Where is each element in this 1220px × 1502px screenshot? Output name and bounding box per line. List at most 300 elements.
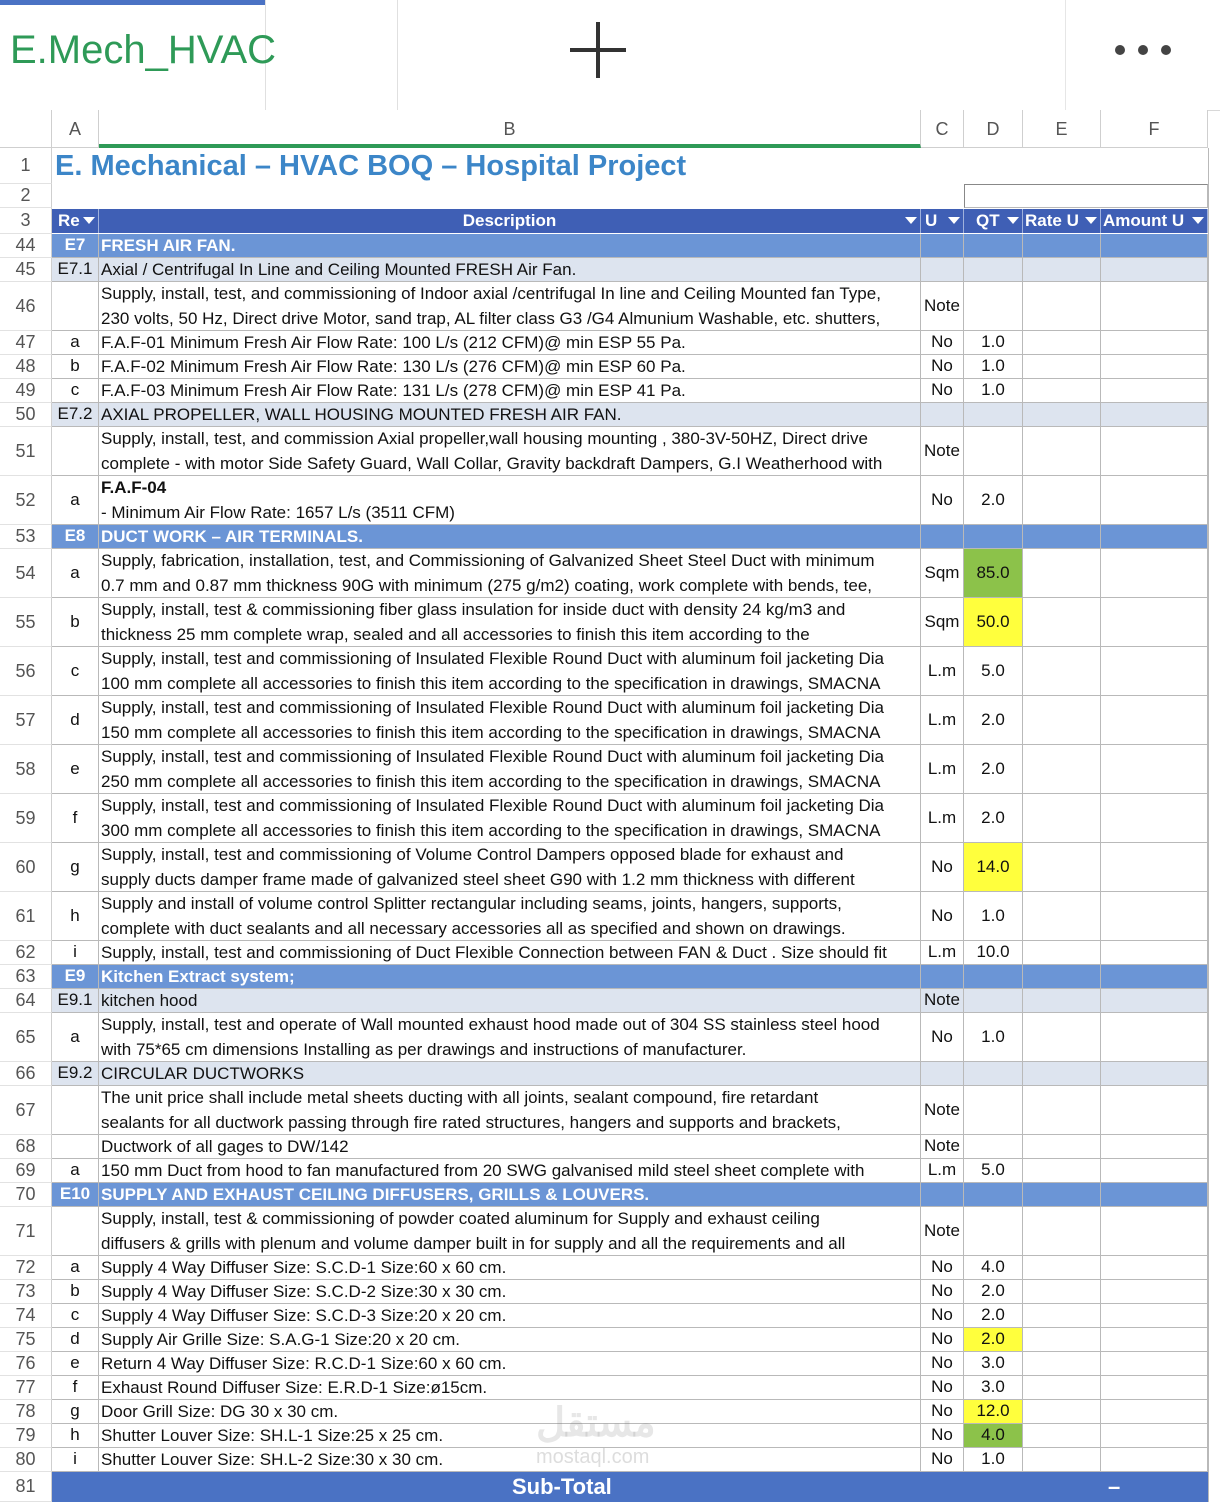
cell-amount[interactable] (1101, 647, 1208, 696)
cell-qty[interactable]: 1.0 (964, 1013, 1023, 1062)
cell-amount[interactable] (1101, 794, 1208, 843)
cell-ref[interactable]: E9 (52, 965, 99, 989)
row-number[interactable]: 1 (0, 148, 52, 184)
cell-amount[interactable] (1101, 476, 1208, 525)
cell-rate[interactable] (1023, 1256, 1101, 1280)
cell-rate[interactable] (1023, 258, 1101, 282)
description-line: F.A.F-04 (101, 478, 167, 497)
cell-unit[interactable]: L.m (921, 647, 964, 696)
row-number[interactable]: 74 (0, 1304, 52, 1328)
cell-description[interactable]: Door Grill Size: DG 30 x 30 cm. (99, 1400, 921, 1424)
cell-rate[interactable] (1023, 549, 1101, 598)
subtotal-row[interactable] (52, 1472, 1208, 1502)
column-header-f[interactable]: F (1101, 110, 1208, 148)
cell-description[interactable] (99, 647, 921, 696)
cell-description[interactable]: F.A.F-02 Minimum Fresh Air Flow Rate: 130 L/s (276 CFM)@ min ESP 60 Pa. (99, 355, 921, 379)
cell-description[interactable]: 150 mm Duct from hood to fan manufactured from 20 SWG galvanised mild steel sheet complete with (99, 1159, 921, 1183)
cell-ref[interactable]: E7.2 (52, 403, 99, 427)
cell-rate[interactable] (1023, 1376, 1101, 1400)
cell-unit[interactable]: L.m (921, 745, 964, 794)
row-number[interactable]: 51 (0, 427, 52, 476)
cell-qty[interactable]: 14.0 (964, 843, 1023, 892)
cell-unit[interactable]: L.m (921, 1159, 964, 1183)
cell-ref[interactable] (52, 1207, 99, 1256)
cell-qty[interactable]: 3.0 (964, 1376, 1023, 1400)
cell-ref[interactable]: d (52, 1328, 99, 1352)
cell-unit[interactable]: Note (921, 282, 964, 331)
cell-description[interactable]: DUCT WORK – AIR TERMINALS. (99, 525, 921, 549)
cell-rate[interactable] (1023, 379, 1101, 403)
cell-qty[interactable] (964, 1086, 1023, 1135)
header-rate[interactable] (1023, 209, 1101, 233)
cell-unit[interactable]: No (921, 1448, 964, 1472)
cell-description[interactable]: F.A.F-01 Minimum Fresh Air Flow Rate: 100 L/s (212 CFM)@ min ESP 55 Pa. (99, 331, 921, 355)
cell-rate[interactable] (1023, 941, 1101, 965)
cell-description[interactable]: Axial / Centrifugal In Line and Ceiling Mounted FRESH Air Fan. (99, 258, 921, 282)
row-number[interactable]: 63 (0, 965, 52, 989)
cell-ref[interactable]: g (52, 843, 99, 892)
cell-qty[interactable] (964, 258, 1023, 282)
cell-unit[interactable]: No (921, 355, 964, 379)
cell-ref[interactable]: e (52, 1352, 99, 1376)
row-number[interactable]: 47 (0, 331, 52, 355)
cell-qty[interactable] (964, 282, 1023, 331)
description-line: 300 mm complete all accessories to finish this item according to the specification in drawings, SMACNA (101, 820, 881, 840)
sheet-tab-active[interactable] (0, 0, 277, 110)
cell-rate[interactable] (1023, 355, 1101, 379)
cell-qty[interactable]: 3.0 (964, 1352, 1023, 1376)
cell-amount[interactable] (1101, 549, 1208, 598)
cell-amount[interactable] (1101, 696, 1208, 745)
cell-amount[interactable] (1101, 1135, 1208, 1159)
cell-description[interactable] (99, 696, 921, 745)
cell-unit[interactable]: L.m (921, 941, 964, 965)
cell-amount[interactable] (1101, 843, 1208, 892)
cell-rate[interactable] (1023, 282, 1101, 331)
cell-unit[interactable]: No (921, 379, 964, 403)
cell-unit[interactable]: No (921, 1352, 964, 1376)
cell-rate[interactable] (1023, 1328, 1101, 1352)
grid-right-border (1208, 148, 1209, 1502)
row-number[interactable]: 69 (0, 1159, 52, 1183)
cell-unit[interactable]: No (921, 476, 964, 525)
cell-amount[interactable] (1101, 1424, 1208, 1448)
cell-description[interactable]: FRESH AIR FAN. (99, 234, 921, 258)
header-description[interactable] (99, 209, 921, 233)
cell-unit[interactable]: L.m (921, 696, 964, 745)
cell-unit[interactable] (921, 965, 964, 989)
cell-qty[interactable] (964, 965, 1023, 989)
cell-unit[interactable]: No (921, 1256, 964, 1280)
app-toolbar (0, 0, 1220, 111)
cell-qty[interactable]: 5.0 (964, 1159, 1023, 1183)
cell-ref[interactable]: h (52, 892, 99, 941)
cell-rate[interactable] (1023, 598, 1101, 647)
cell-ref[interactable]: E9.1 (52, 989, 99, 1013)
cell-qty[interactable]: 5.0 (964, 647, 1023, 696)
cell-rate[interactable] (1023, 1086, 1101, 1135)
cell-description[interactable] (99, 745, 921, 794)
cell-description[interactable]: Supply Air Grille Size: S.A.G-1 Size:20 x 20 cm. (99, 1328, 921, 1352)
row-number[interactable]: 81 (0, 1472, 52, 1502)
more-options-button[interactable] (1065, 0, 1220, 110)
cell-unit[interactable] (921, 1062, 964, 1086)
row-number[interactable]: 52 (0, 476, 52, 525)
description-line: Supply, install, test & commissioning fiber glass insulation for inside duct with density 24 kg/m3 and (101, 600, 846, 619)
cell-description[interactable] (99, 843, 921, 892)
cell-amount[interactable] (1101, 1013, 1208, 1062)
column-header-d[interactable]: D (964, 110, 1023, 148)
row-number[interactable]: 79 (0, 1424, 52, 1448)
cell-rate[interactable] (1023, 965, 1101, 989)
cell-qty[interactable]: 1.0 (964, 379, 1023, 403)
cell-description[interactable]: AXIAL PROPELLER, WALL HOUSING MOUNTED FRESH AIR FAN. (99, 403, 921, 427)
cell-qty[interactable]: 12.0 (964, 1400, 1023, 1424)
cell-description[interactable]: F.A.F-03 Minimum Fresh Air Flow Rate: 131 L/s (278 CFM)@ min ESP 41 Pa. (99, 379, 921, 403)
cell-amount[interactable] (1101, 1086, 1208, 1135)
description-line: Supply and install of volume control Splitter rectangular including seams, joints, hangers, supports, (101, 894, 842, 913)
description-line: with 75*65 cm dimensions Installing as per drawings and instructions of manufacturer. (101, 1039, 747, 1059)
cell-description[interactable]: CIRCULAR DUCTWORKS (99, 1062, 921, 1086)
cell-ref[interactable]: g (52, 1400, 99, 1424)
cell-qty[interactable] (964, 1183, 1023, 1207)
cell-description[interactable]: Supply, install, test and commissioning of Duct Flexible Connection between FAN & Duct . Size should fit (99, 941, 921, 965)
column-header-a[interactable]: A (52, 110, 99, 148)
row-number[interactable]: 80 (0, 1448, 52, 1472)
column-header-e[interactable]: E (1023, 110, 1101, 148)
cell-ref[interactable]: f (52, 794, 99, 843)
cell-qty[interactable]: 2.0 (964, 1280, 1023, 1304)
cell-amount[interactable] (1101, 989, 1208, 1013)
row-number[interactable]: 53 (0, 525, 52, 549)
row-number[interactable]: 57 (0, 696, 52, 745)
header-amount[interactable] (1101, 209, 1208, 233)
cell-rate[interactable] (1023, 1424, 1101, 1448)
cell-qty[interactable]: 2.0 (964, 1304, 1023, 1328)
cell-unit[interactable]: No (921, 1304, 964, 1328)
cell-ref[interactable]: b (52, 598, 99, 647)
cell-amount[interactable] (1101, 355, 1208, 379)
row-number[interactable]: 76 (0, 1352, 52, 1376)
cell-unit[interactable]: No (921, 843, 964, 892)
cell-qty[interactable] (964, 403, 1023, 427)
cell-unit[interactable]: No (921, 1376, 964, 1400)
cell-ref[interactable]: a (52, 476, 99, 525)
cell-rate[interactable] (1023, 1159, 1101, 1183)
cell-unit[interactable]: Sqm (921, 598, 964, 647)
cell-description[interactable] (99, 282, 921, 331)
cell-amount[interactable] (1101, 1183, 1208, 1207)
cell-rate[interactable] (1023, 647, 1101, 696)
cell-ref[interactable] (52, 1086, 99, 1135)
row-number[interactable]: 67 (0, 1086, 52, 1135)
cell-ref[interactable]: a (52, 331, 99, 355)
cell-amount[interactable] (1101, 892, 1208, 941)
description-line: complete with duct sealants and all necessary accessories all as specified and shown on drawings. (101, 918, 846, 938)
cell-qty[interactable]: 10.0 (964, 941, 1023, 965)
cell-qty[interactable] (964, 234, 1023, 258)
cell-ref[interactable]: f (52, 1376, 99, 1400)
row-number[interactable]: 72 (0, 1256, 52, 1280)
header-qty[interactable] (964, 209, 1023, 233)
cell-amount[interactable] (1101, 282, 1208, 331)
cell-unit[interactable]: Note (921, 1135, 964, 1159)
row-number[interactable]: 59 (0, 794, 52, 843)
row-number[interactable]: 45 (0, 258, 52, 282)
cell-unit[interactable] (921, 403, 964, 427)
cell-description[interactable] (99, 549, 921, 598)
cell-qty[interactable]: 1.0 (964, 892, 1023, 941)
row-number[interactable]: 71 (0, 1207, 52, 1256)
cell-rate[interactable] (1023, 696, 1101, 745)
row-number[interactable]: 60 (0, 843, 52, 892)
cell-ref[interactable]: i (52, 941, 99, 965)
row-number[interactable]: 49 (0, 379, 52, 403)
cell-qty[interactable]: 2.0 (964, 696, 1023, 745)
cell-unit[interactable]: Note (921, 427, 964, 476)
cell-description[interactable] (99, 1013, 921, 1062)
cell-qty[interactable]: 2.0 (964, 794, 1023, 843)
cell-qty[interactable] (964, 427, 1023, 476)
sheet-title[interactable]: E. Mechanical – HVAC BOQ – Hospital Project (55, 150, 687, 182)
cell-description[interactable] (99, 794, 921, 843)
cell-rate[interactable] (1023, 1280, 1101, 1304)
header-description-label: Description (462, 211, 557, 230)
cell-description[interactable] (99, 1086, 921, 1135)
row-number[interactable]: 66 (0, 1062, 52, 1086)
cell-rate[interactable] (1023, 1352, 1101, 1376)
cell-unit[interactable]: No (921, 331, 964, 355)
cell-ref[interactable]: i (52, 1448, 99, 1472)
cell-description[interactable] (99, 1207, 921, 1256)
cell-description[interactable]: Supply 4 Way Diffuser Size: S.C.D-1 Size:60 x 60 cm. (99, 1256, 921, 1280)
select-all-corner[interactable] (0, 110, 52, 148)
row-number[interactable]: 3 (0, 208, 52, 234)
filter-dropdown-icon[interactable] (905, 217, 917, 224)
cell-ref[interactable]: E10 (52, 1183, 99, 1207)
cell-unit[interactable]: No (921, 1280, 964, 1304)
row-number[interactable]: 50 (0, 403, 52, 427)
cell-rate[interactable] (1023, 1304, 1101, 1328)
cell-rate[interactable] (1023, 1400, 1101, 1424)
column-header-c[interactable]: C (921, 110, 964, 148)
cell-rate[interactable] (1023, 1013, 1101, 1062)
cell-ref[interactable]: h (52, 1424, 99, 1448)
cell-qty[interactable] (964, 525, 1023, 549)
cell-rate[interactable] (1023, 234, 1101, 258)
plus-icon-vertical (596, 22, 600, 78)
cell-rate[interactable] (1023, 1135, 1101, 1159)
column-header-b[interactable]: B (99, 110, 921, 148)
row-number[interactable]: 46 (0, 282, 52, 331)
cell-description[interactable] (99, 598, 921, 647)
cell-description[interactable]: Shutter Louver Size: SH.L-2 Size:30 x 30 cm. (99, 1448, 921, 1472)
cell-description[interactable]: Supply 4 Way Diffuser Size: S.C.D-3 Size:20 x 20 cm. (99, 1304, 921, 1328)
cell-rate[interactable] (1023, 403, 1101, 427)
cell-unit[interactable]: L.m (921, 794, 964, 843)
cell-rate[interactable] (1023, 331, 1101, 355)
cell-unit[interactable]: Note (921, 1207, 964, 1256)
row-number[interactable]: 44 (0, 234, 52, 258)
cell-amount[interactable] (1101, 331, 1208, 355)
cell-description[interactable]: Exhaust Round Diffuser Size: E.R.D-1 Size:ø15cm. (99, 1376, 921, 1400)
cell-ref[interactable]: d (52, 696, 99, 745)
cell-ref[interactable]: a (52, 1159, 99, 1183)
cell-ref[interactable]: E7 (52, 234, 99, 258)
cell-ref[interactable]: b (52, 1280, 99, 1304)
cell-description[interactable] (99, 892, 921, 941)
row-number[interactable]: 58 (0, 745, 52, 794)
cell-amount[interactable] (1101, 1256, 1208, 1280)
cell-amount[interactable] (1101, 1159, 1208, 1183)
cell-description[interactable] (99, 476, 921, 525)
cell-unit[interactable]: No (921, 892, 964, 941)
row-number[interactable]: 2 (0, 184, 52, 208)
cell-amount[interactable] (1101, 941, 1208, 965)
cell-description[interactable]: Kitchen Extract system; (99, 965, 921, 989)
cell-amount[interactable] (1101, 1352, 1208, 1376)
cell-amount[interactable] (1101, 379, 1208, 403)
row-number[interactable]: 56 (0, 647, 52, 696)
filter-dropdown-icon[interactable] (1085, 217, 1097, 224)
cell-rate[interactable] (1023, 476, 1101, 525)
cell-ref[interactable]: a (52, 549, 99, 598)
cell-amount[interactable] (1101, 403, 1208, 427)
cell-amount[interactable] (1101, 1448, 1208, 1472)
cell-unit[interactable]: No (921, 1400, 964, 1424)
cell-ref[interactable]: b (52, 355, 99, 379)
cell-rate[interactable] (1023, 989, 1101, 1013)
row-number[interactable]: 77 (0, 1376, 52, 1400)
cell-amount[interactable] (1101, 745, 1208, 794)
filter-dropdown-icon[interactable] (83, 217, 95, 224)
cell-unit[interactable]: No (921, 1424, 964, 1448)
cell-unit[interactable] (921, 234, 964, 258)
cell-amount[interactable] (1101, 1400, 1208, 1424)
row-number[interactable]: 48 (0, 355, 52, 379)
description-line: The unit price shall include metal sheets ducting with all joints, sealant compound, fire retardant (101, 1088, 819, 1107)
row-number[interactable]: 65 (0, 1013, 52, 1062)
cell-qty[interactable]: 4.0 (964, 1256, 1023, 1280)
cell-amount[interactable] (1101, 525, 1208, 549)
cell-rate[interactable] (1023, 892, 1101, 941)
cell-ref[interactable]: E9.2 (52, 1062, 99, 1086)
cell-unit[interactable] (921, 1183, 964, 1207)
cell-amount[interactable] (1101, 1280, 1208, 1304)
cell-qty[interactable] (964, 1062, 1023, 1086)
cell-ref[interactable]: c (52, 379, 99, 403)
cell-ref[interactable]: a (52, 1013, 99, 1062)
cell-ref[interactable]: E8 (52, 525, 99, 549)
cell-ref[interactable]: E7.1 (52, 258, 99, 282)
cell-amount[interactable] (1101, 598, 1208, 647)
row-number[interactable]: 73 (0, 1280, 52, 1304)
cell-rate[interactable] (1023, 1183, 1101, 1207)
cell-description[interactable]: Shutter Louver Size: SH.L-1 Size:25 x 25 cm. (99, 1424, 921, 1448)
cell-rate[interactable] (1023, 1448, 1101, 1472)
cell-rate[interactable] (1023, 1062, 1101, 1086)
cell-rate[interactable] (1023, 843, 1101, 892)
cell-qty[interactable]: 1.0 (964, 355, 1023, 379)
cell-qty[interactable]: 50.0 (964, 598, 1023, 647)
row-number[interactable]: 78 (0, 1400, 52, 1424)
header-ref[interactable] (52, 209, 99, 233)
cell-qty[interactable] (964, 989, 1023, 1013)
cell-rate[interactable] (1023, 1207, 1101, 1256)
cell-qty[interactable]: 4.0 (964, 1424, 1023, 1448)
cell-unit[interactable]: No (921, 1013, 964, 1062)
cell-description[interactable]: Supply 4 Way Diffuser Size: S.C.D-2 Size:30 x 30 cm. (99, 1280, 921, 1304)
row-number[interactable]: 70 (0, 1183, 52, 1207)
cell-amount[interactable] (1101, 1304, 1208, 1328)
cell-ref[interactable]: c (52, 647, 99, 696)
cell-qty[interactable]: 2.0 (964, 745, 1023, 794)
cell-unit[interactable] (921, 258, 964, 282)
cell-amount[interactable] (1101, 1376, 1208, 1400)
cell-rate[interactable] (1023, 745, 1101, 794)
cell-rate[interactable] (1023, 794, 1101, 843)
cell-description[interactable]: SUPPLY AND EXHAUST CEILING DIFFUSERS, GRILLS & LOUVERS. (99, 1183, 921, 1207)
cell-amount[interactable] (1101, 234, 1208, 258)
add-sheet-button[interactable] (266, 0, 398, 110)
cell-qty[interactable] (964, 1207, 1023, 1256)
row-number[interactable]: 54 (0, 549, 52, 598)
row-number[interactable]: 62 (0, 941, 52, 965)
cell-ref[interactable]: c (52, 1304, 99, 1328)
cell-rate[interactable] (1023, 525, 1101, 549)
cell-unit[interactable]: Note (921, 1086, 964, 1135)
cell-amount[interactable] (1101, 1328, 1208, 1352)
row-number[interactable]: 64 (0, 989, 52, 1013)
cell-amount[interactable] (1101, 1207, 1208, 1256)
cell-unit[interactable]: Sqm (921, 549, 964, 598)
cell-unit[interactable] (921, 525, 964, 549)
cell-amount[interactable] (1101, 1062, 1208, 1086)
cell-ref[interactable] (52, 282, 99, 331)
cell-description[interactable]: Ductwork of all gages to DW/142 (99, 1135, 921, 1159)
description-line: - Minimum Air Flow Rate: 1657 L/s (3511 CFM) (101, 502, 455, 522)
cell-amount[interactable] (1101, 258, 1208, 282)
filter-dropdown-icon[interactable] (948, 217, 960, 224)
row-number[interactable]: 61 (0, 892, 52, 941)
description-line: 250 mm complete all accessories to finish this item according to the specification in drawings, SMACNA (101, 771, 881, 791)
cell-qty[interactable]: 1.0 (964, 331, 1023, 355)
filter-dropdown-icon[interactable] (1007, 217, 1019, 224)
cell-description[interactable]: kitchen hood (99, 989, 921, 1013)
cell-amount[interactable] (1101, 427, 1208, 476)
cell-ref[interactable] (52, 427, 99, 476)
cell-rate[interactable] (1023, 427, 1101, 476)
cell-unit[interactable]: No (921, 1328, 964, 1352)
cell-description[interactable]: Return 4 Way Diffuser Size: R.C.D-1 Size:60 x 60 cm. (99, 1352, 921, 1376)
cell-ref[interactable] (52, 1135, 99, 1159)
cell-qty[interactable]: 2.0 (964, 1328, 1023, 1352)
cell-qty[interactable]: 2.0 (964, 476, 1023, 525)
header-unit[interactable] (921, 209, 964, 233)
row-number[interactable]: 68 (0, 1135, 52, 1159)
filter-dropdown-icon[interactable] (1192, 217, 1204, 224)
cell-ref[interactable]: e (52, 745, 99, 794)
cell-qty[interactable]: 1.0 (964, 1448, 1023, 1472)
row-number[interactable]: 55 (0, 598, 52, 647)
cell-unit[interactable]: Note (921, 989, 964, 1013)
row-number[interactable]: 75 (0, 1328, 52, 1352)
cell-qty[interactable]: 85.0 (964, 549, 1023, 598)
cell-qty[interactable] (964, 1135, 1023, 1159)
cell-amount[interactable] (1101, 965, 1208, 989)
cell-description[interactable] (99, 427, 921, 476)
cell-ref[interactable]: a (52, 1256, 99, 1280)
